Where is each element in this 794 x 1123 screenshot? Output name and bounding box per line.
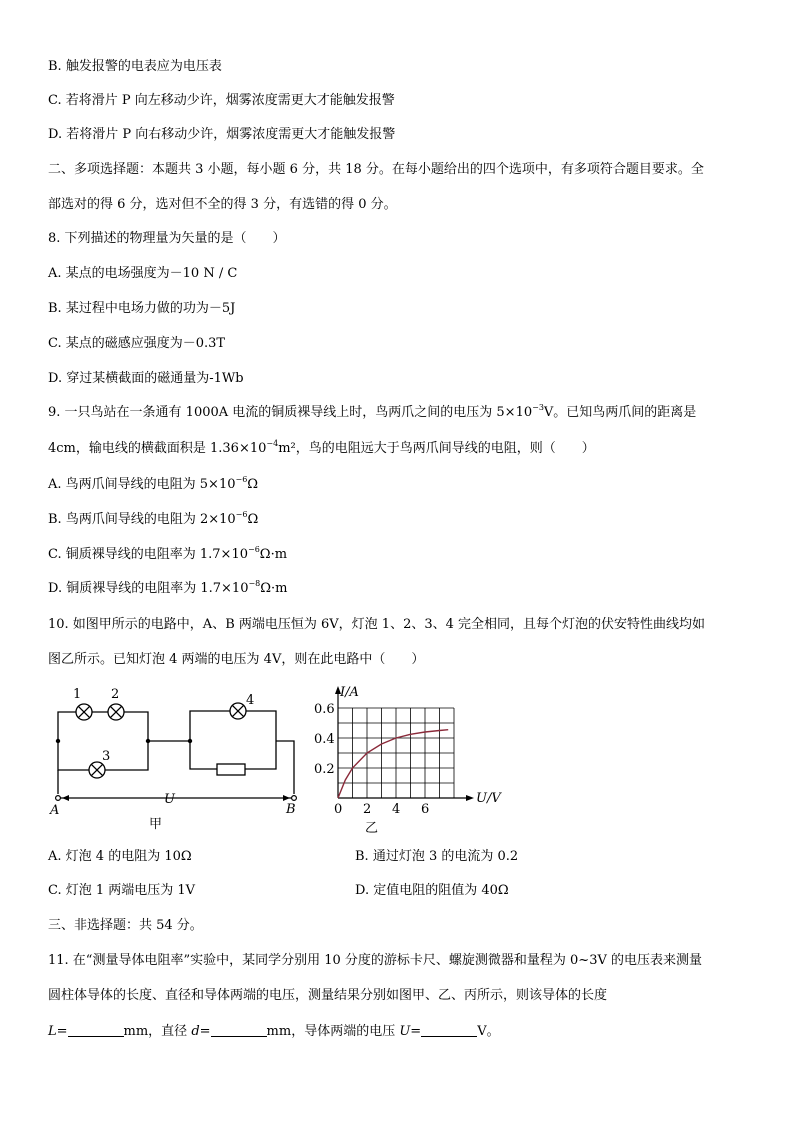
q10-option-b: B. 通过灯泡 3 的电流为 0.2 — [355, 849, 519, 864]
q9-stem1-exponent: −3 — [532, 403, 544, 412]
x-tick-label: 6 — [421, 802, 430, 817]
y-tick-label: 0.6 — [314, 702, 335, 717]
q7-option-d: D. 若将滑片 P 向右移动少许，烟雾浓度需更大才能触发报警 — [48, 127, 396, 142]
q7-option-c: C. 若将滑片 P 向左移动少许，烟雾浓度需更大才能触发报警 — [48, 93, 395, 108]
section2-heading-line1: 二、多项选择题：本题共 3 小题，每小题 6 分，共 18 分。在每小题给出的四个选项中，有多项符合题目要求。全 — [48, 162, 704, 177]
q9-stem1-text: 9. 一只鸟站在一条通有 1000A 电流的铜质裸导线上时，鸟两爪之间的电压为 5×10 — [48, 405, 533, 420]
fixed-resistor-icon — [217, 764, 245, 775]
voltage-label: U — [164, 792, 175, 807]
q9-option-c — [48, 546, 287, 564]
q9-opt-a-unit: Ω — [247, 477, 259, 492]
q11-stem-line2: 圆柱体导体的长度、直径和导体两端的电压，测量结果分别如图甲、乙、丙所示，则该导体的长度 — [48, 988, 608, 1003]
q7-option-b: B. 触发报警的电表应为电压表 — [48, 59, 222, 74]
circuit-diagram — [44, 682, 314, 832]
q8-stem: 8. 下列描述的物理量为矢量的是（ ） — [48, 231, 286, 246]
lamp-4-label: 4 — [246, 693, 255, 708]
lamp-2-label: 2 — [111, 687, 120, 702]
q10-stem-line2: 图乙所示。已知灯泡 4 两端的电压为 4V，则在此电路中（ ） — [48, 652, 425, 667]
q11-l-label: L= — [48, 1024, 68, 1039]
terminal-b-label: B — [286, 802, 296, 817]
q9-stem2-text: 4cm，输电线的横截面积是 1.36×10 — [48, 441, 267, 456]
q10-option-d: D. 定值电阻的阻值为 40Ω — [355, 883, 509, 898]
q11-u-unit: V。 — [477, 1024, 500, 1039]
y-tick-label: 0.4 — [314, 732, 335, 747]
terminal-a-label: A — [50, 803, 60, 818]
voltage-answer-blank[interactable] — [421, 1023, 477, 1037]
junction-dot — [188, 739, 192, 743]
lamp-3-icon — [89, 762, 105, 778]
iu-graph — [310, 680, 510, 838]
q9-stem2-text-end: m²，鸟的电阻远大于鸟两爪间导线的电阻，则（ ） — [278, 441, 595, 456]
lamp-4-icon — [230, 703, 246, 719]
lamp-1-label: 1 — [73, 687, 82, 702]
section3-heading: 三、非选择题：共 54 分。 — [48, 918, 203, 933]
junction-dot — [56, 739, 60, 743]
lamp-1-icon — [76, 704, 92, 720]
q11-l-unit: mm，直径 — [123, 1024, 192, 1039]
q10-option-c: C. 灯泡 1 两端电压为 1V — [48, 883, 196, 898]
q9-opt-a-text: A. 鸟两爪间导线的电阻为 5×10 — [48, 477, 236, 492]
q8-option-d: D. 穿过某横截面的磁通量为-1Wb — [48, 371, 244, 386]
q10-stem-line1: 10. 如图甲所示的电路中，A、B 两端电压恒为 6V，灯泡 1、2、3、4 完全相同，且每个灯泡的伏安特性曲线均如 — [48, 617, 706, 632]
q9-opt-a-exponent: −6 — [235, 475, 248, 484]
q9-opt-b-unit: Ω — [247, 512, 259, 527]
graph-grid — [338, 708, 454, 798]
q9-stem-line2 — [48, 440, 595, 458]
circuit-caption: 甲 — [149, 817, 163, 832]
arrow-right-icon — [283, 795, 290, 801]
graph-caption: 乙 — [365, 821, 379, 836]
q9-opt-b-exponent: −6 — [235, 510, 248, 519]
length-answer-blank[interactable] — [68, 1023, 124, 1037]
junction-dot — [146, 739, 150, 743]
lamp-2-icon — [108, 704, 124, 720]
q11-stem-line1: 11. 在“测量导体电阻率”实验中，某同学分别用 10 分度的游标卡尺、螺旋测微器和量程为 0~3V 的电压表来测量 — [48, 953, 702, 968]
q9-opt-c-unit: Ω·m — [259, 547, 288, 562]
q11-u-label: U= — [399, 1024, 422, 1039]
q9-opt-c-text: C. 铜质裸导线的电阻率为 1.7×10 — [48, 547, 248, 562]
q9-option-b — [48, 511, 258, 529]
q11-d-label: d= — [191, 1024, 211, 1039]
diameter-answer-blank[interactable] — [211, 1023, 267, 1037]
q9-opt-d-exponent: −8 — [248, 579, 261, 588]
x-tick-label: 0 — [334, 802, 343, 817]
q8-option-c: C. 某点的磁感应强度为－0.3T — [48, 336, 226, 351]
q9-opt-d-unit: Ω·m — [260, 581, 288, 596]
x-axis-arrow-icon — [466, 795, 474, 801]
q9-opt-b-text: B. 鸟两爪间导线的电阻为 2×10 — [48, 512, 236, 527]
q9-opt-c-exponent: −6 — [248, 545, 260, 554]
terminal-b-dot — [292, 796, 297, 801]
q10-option-a: A. 灯泡 4 的电阻为 10Ω — [48, 849, 192, 864]
q9-opt-d-text: D. 铜质裸导线的电阻率为 1.7×10 — [48, 581, 249, 596]
x-tick-label: 2 — [363, 802, 372, 817]
lamp-3-label: 3 — [102, 749, 111, 764]
arrow-left-icon — [62, 795, 69, 801]
x-axis-label: U/V — [476, 791, 501, 806]
q9-stem2-exponent: −4 — [266, 439, 279, 448]
section2-heading-line2: 部选对的得 6 分，选对但不全的得 3 分，有选错的得 0 分。 — [48, 197, 397, 212]
iu-curve — [338, 730, 448, 798]
q8-option-a: A. 某点的电场强度为－10 N / C — [48, 266, 238, 281]
q9-option-d — [48, 580, 288, 598]
y-tick-labels — [314, 702, 335, 777]
q9-stem-line1 — [48, 404, 696, 422]
q11-blanks-line — [48, 1023, 500, 1041]
q9-option-a — [48, 476, 258, 494]
y-tick-label: 0.2 — [314, 762, 335, 777]
terminal-a-dot — [56, 796, 61, 801]
x-tick-label: 4 — [392, 802, 401, 817]
y-axis-label: I/A — [340, 685, 359, 700]
q9-stem1-text-end: V。已知鸟两爪间的距离是 — [543, 405, 697, 420]
x-tick-labels — [334, 802, 429, 817]
q8-option-b: B. 某过程中电场力做的功为－5J — [48, 301, 236, 316]
q11-d-unit: mm，导体两端的电压 — [266, 1024, 400, 1039]
